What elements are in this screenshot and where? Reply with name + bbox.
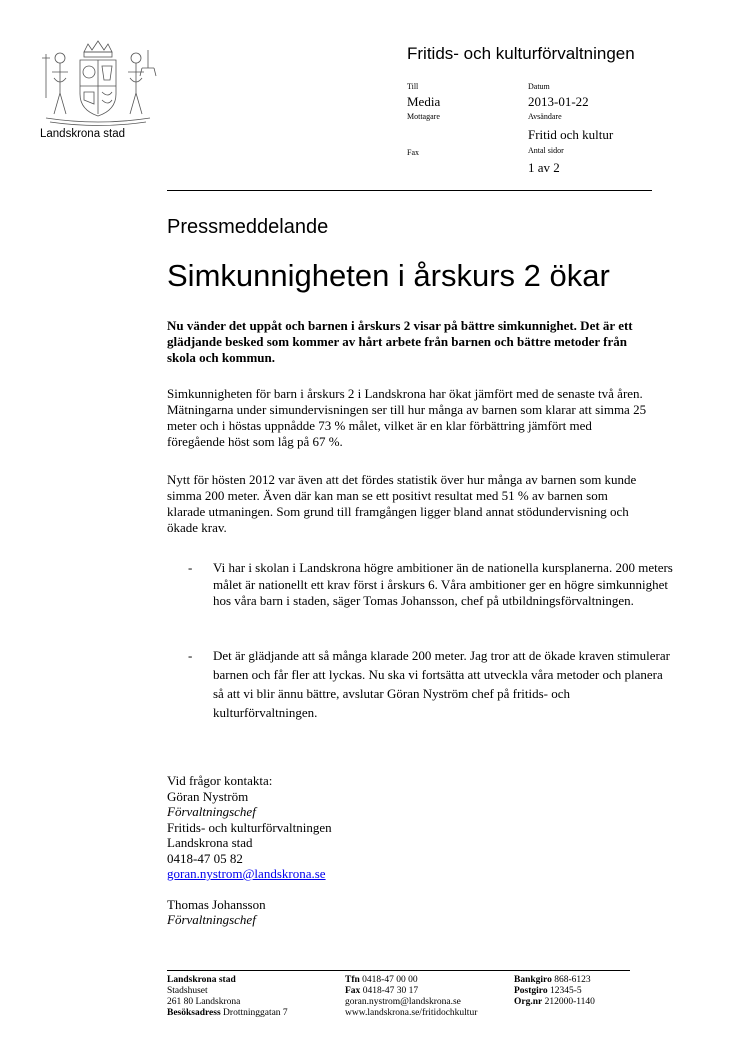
sender-value: Fritid och kultur (528, 127, 614, 142)
footer-divider (167, 970, 630, 971)
department-title: Fritids- och kulturförvaltningen (407, 44, 635, 63)
footer-tel-label: Tfn (345, 975, 360, 985)
to-label: Till (407, 82, 419, 91)
footer-bankgiro-value: 868-6123 (554, 975, 591, 985)
contact-org: Fritids- och kulturförvaltningen (167, 819, 332, 835)
paragraph-2: Nytt för hösten 2012 var även att det fördes statistik över hur många av barnen som kunde simma 200 meter. Även där kan man se ett positivt resultat med 51 % av barnen som klarade utmaningen. Som grund till framgången ligger bland annat stödundervisning och ökade krav. (167, 472, 637, 535)
footer-fax-label: Fax (345, 986, 361, 996)
lead-paragraph: Nu vänder det uppåt och barnen i årskurs 2 visar på bättre simkunnighet. Det är ett glädjande besked som kommer av hårt arbete från barnen och bättre metoder från skola och kommun. (167, 318, 633, 365)
contact-phone: 0418-47 05 82 (167, 850, 243, 866)
footer-tel-value: 0418-47 00 00 (362, 975, 418, 985)
sender-label: Avsändare (528, 112, 562, 121)
kicker: Pressmeddelande (167, 216, 329, 238)
footer-visit-value: Drottninggatan 7 (223, 1008, 288, 1018)
footer-email: goran.nystrom@landskrona.se (345, 997, 461, 1007)
quote-dash: - (188, 560, 193, 575)
quote-text: Det är glädjande att så många klarade 200 meter. Jag tror att de ökade kraven stimulerar barnen och får fler att lyckas. Nu ska vi fortsätta att utveckla våra metoder och planera så att vi blir ännu bättre, avslutar Göran Nyström chef på fritids- och kulturförvaltningen. (213, 648, 670, 720)
fax-label: Fax (407, 148, 419, 157)
to-value: Media (407, 94, 441, 109)
contact-title: Förvaltningschef (167, 804, 256, 819)
footer-bank (514, 975, 595, 1008)
footer-contact (345, 975, 477, 1019)
date-label: Datum (528, 82, 550, 91)
logo-caption: Landskrona stad (40, 128, 126, 140)
footer-postgiro-label: Postgiro (514, 986, 548, 996)
footer-orgnr-label: Org.nr (514, 997, 543, 1007)
footer-building: Stadshuset (167, 986, 208, 996)
pages-value: 1 av 2 (528, 160, 560, 175)
recipient-label: Mottagare (407, 112, 440, 121)
contact-name: Göran Nyström (167, 788, 249, 804)
footer-org: Landskrona stad (167, 975, 236, 985)
footer-postal: 261 80 Landskrona (167, 997, 241, 1007)
footer-bankgiro-label: Bankgiro (514, 975, 552, 985)
contact-name: Thomas Johansson (167, 896, 266, 912)
footer-visit-label: Besöksadress (167, 1008, 221, 1018)
contact-city: Landskrona stad (167, 835, 253, 850)
header-divider (167, 190, 652, 191)
footer-address (167, 975, 288, 1019)
footer-orgnr-value: 212000-1140 (544, 997, 595, 1007)
footer-fax-value: 0418-47 30 17 (362, 986, 419, 996)
paragraph-1: Simkunnigheten för barn i årskurs 2 i Landskrona har ökat jämfört med de senaste två åren. Mätningarna under simundervisningen ser till hur många av barnen som klarar att simma 25 meter och i höstas uppnådde 73 % målet, vilket är en klar förbättring jämfört med föregående höst som låg på 67 %. (167, 386, 647, 449)
quote-dash: - (188, 648, 193, 663)
contact-block (167, 773, 467, 928)
contact-email-link[interactable]: goran.nystrom@landskrona.se (167, 866, 326, 881)
quote-text: Vi har i skolan i Landskrona högre ambitioner än de nationella kursplanerna. 200 meters målet är nationellt ett krav först i årskurs 6. Våra ambitioner ger en högre simkunnighet hos våra barn i staden, säger Tomas Johansson, chef på utbildningsförvaltningen. (213, 560, 673, 608)
contact-intro: Vid frågor kontakta: (167, 773, 273, 788)
pages-label: Antal sidor (528, 146, 564, 155)
contact-title: Förvaltningschef (167, 912, 256, 927)
footer-postgiro-value: 12345-5 (549, 986, 582, 996)
footer-web: www.landskrona.se/fritidochkultur (345, 1008, 478, 1018)
date-value: 2013-01-22 (528, 94, 589, 109)
headline: Simkunnigheten i årskurs 2 ökar (167, 258, 610, 293)
